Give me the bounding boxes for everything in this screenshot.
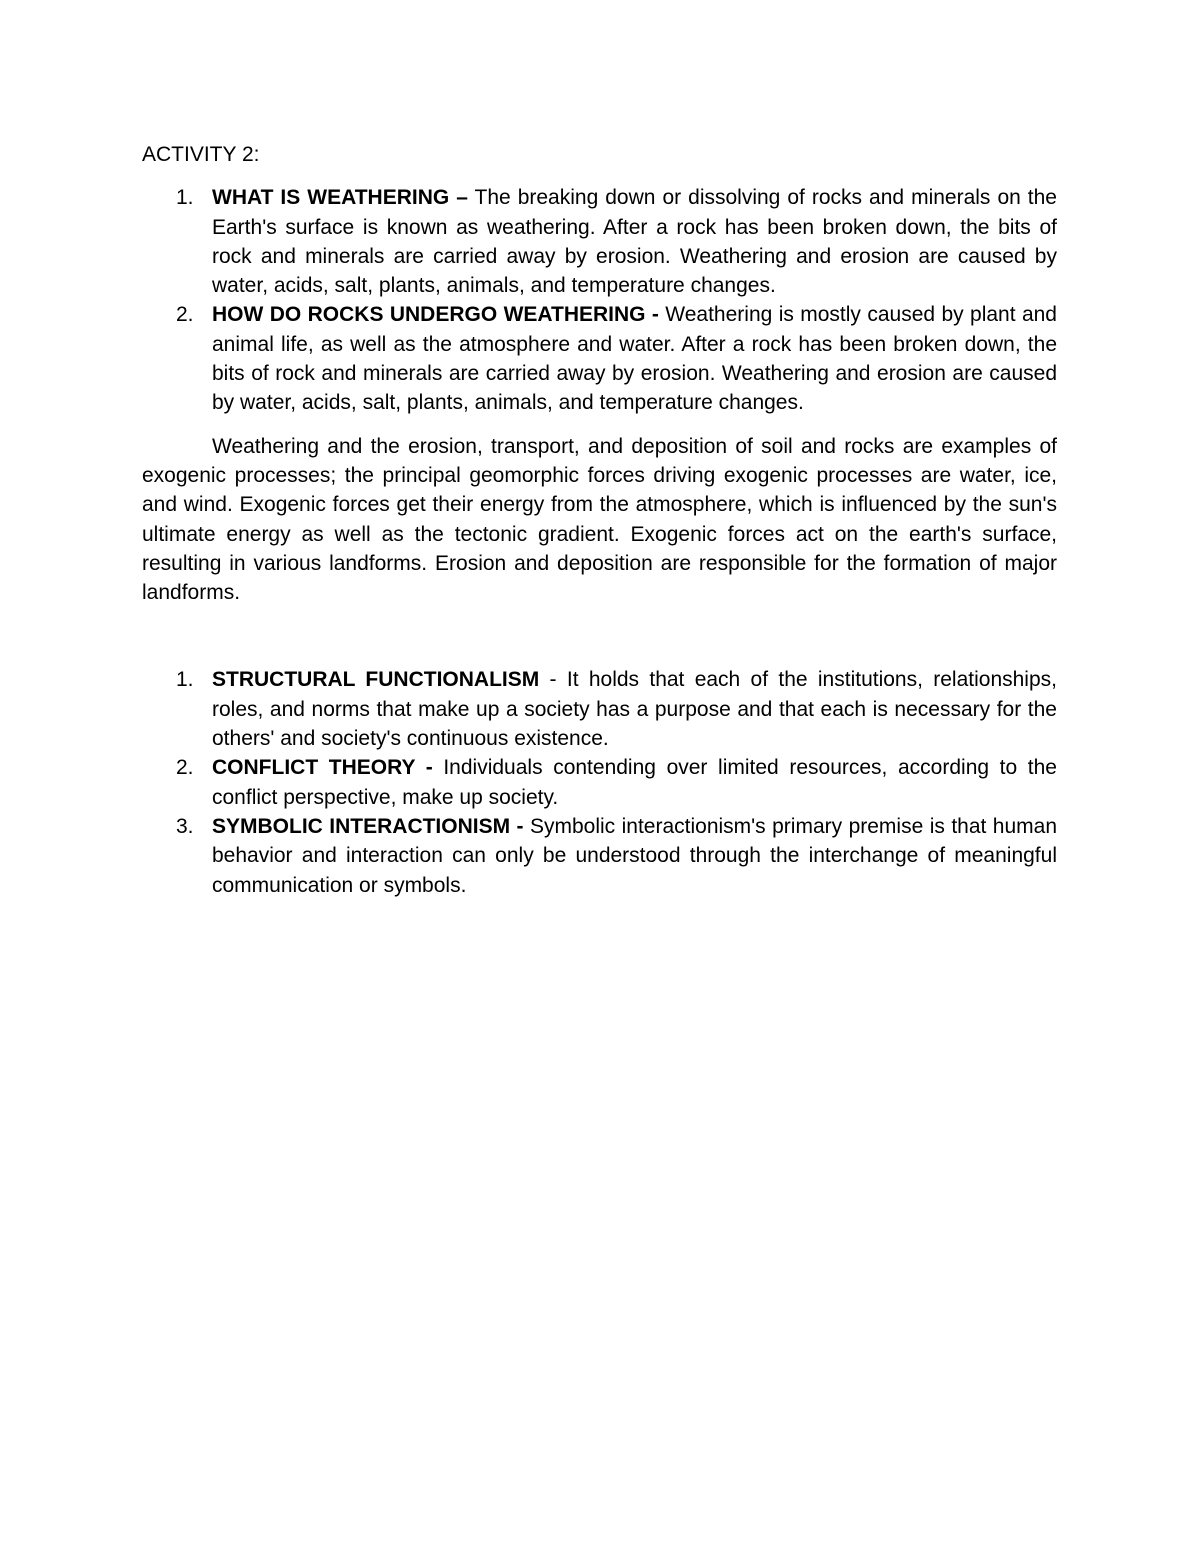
list-item [142, 665, 1057, 753]
list-text: Individuals contending over limited resources, according to the conflict perspective, make up society. [212, 756, 1057, 809]
list-item [142, 300, 1057, 417]
list-number: 2. [176, 756, 194, 780]
list-term: SYMBOLIC INTERACTIONISM - [212, 814, 524, 838]
list-item [142, 812, 1057, 900]
list-item [142, 183, 1057, 300]
list-term: CONFLICT THEORY - [212, 756, 433, 780]
list-term: STRUCTURAL FUNCTIONALISM [212, 668, 540, 692]
exogenic-paragraph: Weathering and the erosion, transport, and deposition of soil and rocks are examples of exogenic processes; the principal geomorphic forces driving exogenic processes are water, ice, and wind. Exogenic forces get their energy from the atmosphere, which is influenced by the sun's ultimate energy as well as the tectonic gradient. Exogenic forces act on the earth's surface, resulting in various landforms. Erosion and deposition are responsible for the formation of major landforms. [142, 434, 1057, 605]
list-text: Weathering is mostly caused by plant and animal life, as well as the atmosphere and water. After a rock has been broken down, the bits of rock and minerals are carried away by erosion. Weathering and erosion are caused by water, acids, salt, plants, animals, and temperature changes. [212, 303, 1057, 415]
list-number: 2. [176, 303, 194, 327]
document-page [142, 140, 1057, 900]
list-number: 3. [176, 814, 194, 838]
list-term: WHAT IS WEATHERING – [212, 186, 468, 210]
sociology-theories-list [142, 665, 1057, 899]
list-text: - It holds that each of the institutions, relationships, roles, and norms that make up a society has a purpose and that each is necessary for the others' and society's continuous existence. [212, 668, 1057, 751]
weathering-list [142, 183, 1057, 417]
list-text: The breaking down or dissolving of rocks and minerals on the Earth's surface is known as weathering. After a rock has been broken down, the bits of rock and minerals are carried away by erosion. Weathering and erosion are caused by water, acids, salt, plants, animals, and temperature changes. [212, 186, 1057, 298]
list-number: 1. [176, 186, 194, 210]
list-text: Symbolic interactionism's primary premise is that human behavior and interaction can only be understood through the interchange of meaningful communication or symbols. [212, 814, 1057, 897]
list-term: HOW DO ROCKS UNDERGO WEATHERING - [212, 303, 659, 327]
list-number: 1. [176, 668, 194, 692]
document-title: ACTIVITY 2: [142, 143, 260, 166]
list-item [142, 753, 1057, 812]
